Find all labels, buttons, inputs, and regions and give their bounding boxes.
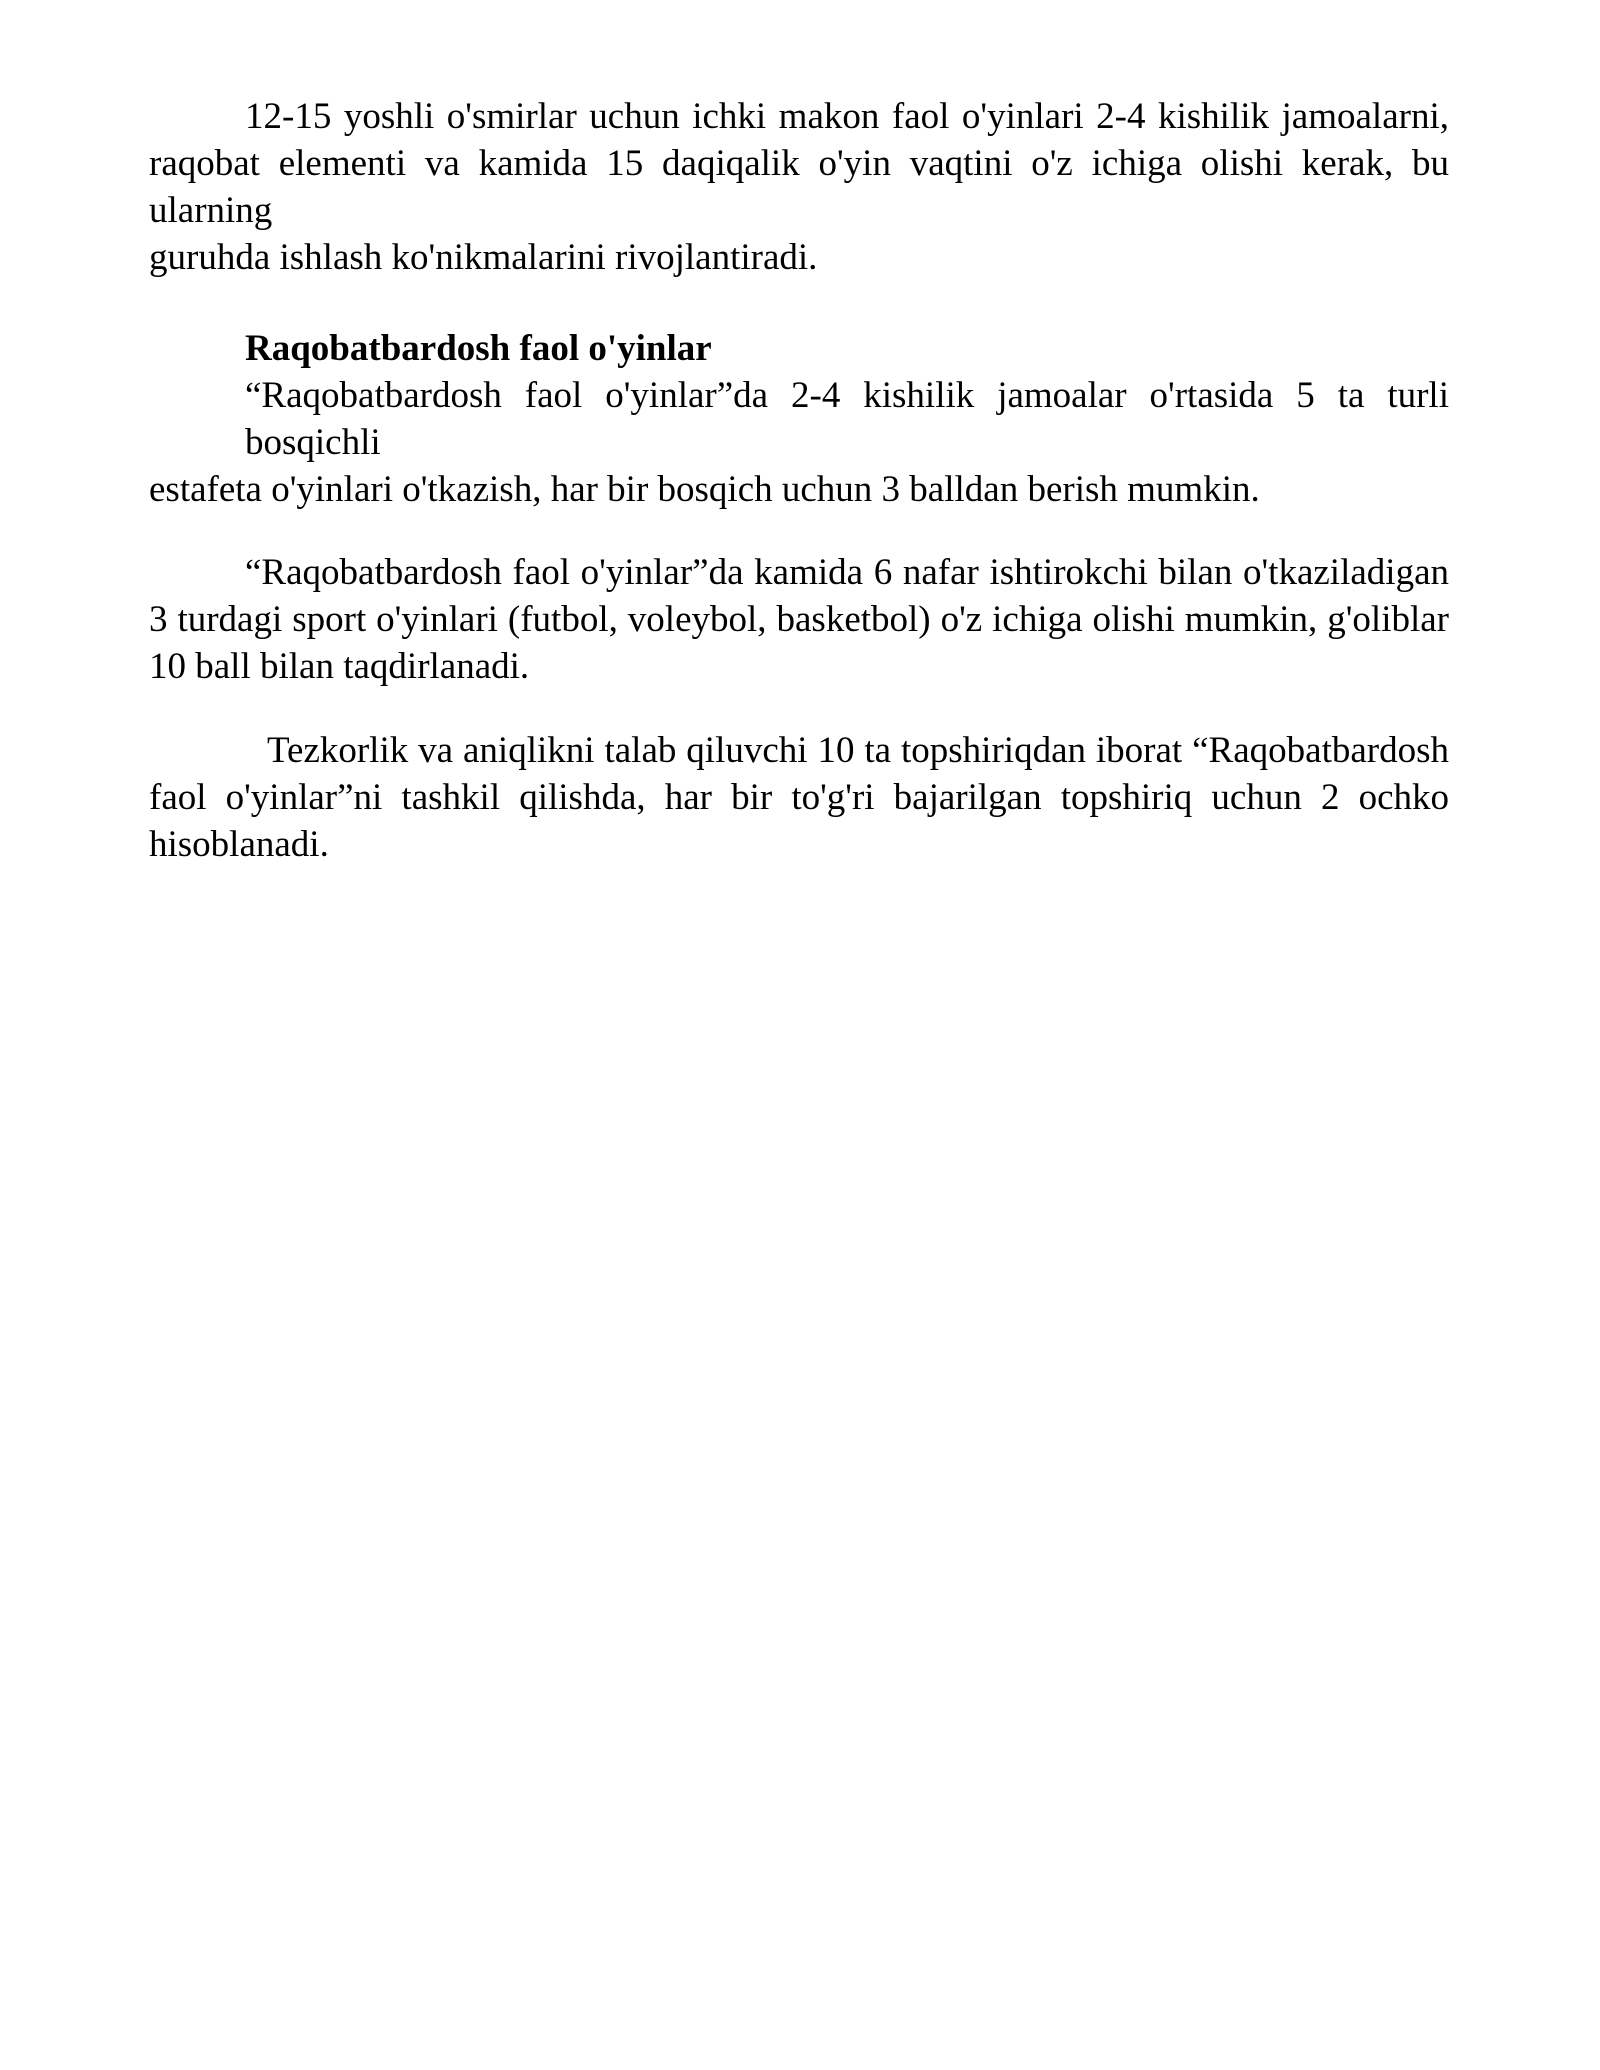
- paragraph-2: [149, 372, 1449, 513]
- paragraph-4-line-2: faol o'yinlar”ni tashkil qilishda, har bir to'g'ri bajarilgan topshiriq uchun 2 ochko: [149, 777, 1449, 818]
- paragraph-1-line-3: guruhda ishlash ko'nikmalarini rivojlantiradi.: [149, 237, 818, 278]
- paragraph-1-line-2: raqobat elementi va kamida 15 daqiqalik o'yin vaqtini o'z ichiga olishi kerak, bu ularning: [149, 143, 1449, 231]
- paragraph-1-line-1: 12-15 yoshli o'smirlar uchun ichki makon faol o'yinlari 2-4 kishilik jamoalarni,: [245, 96, 1449, 137]
- section-heading: Raqobatbardosh faol o'yinlar: [245, 328, 712, 369]
- paragraph-4-line-1: Tezkorlik va aniqlikni talab qiluvchi 10 ta topshiriqdan iborat “Raqobatbardosh: [267, 730, 1449, 771]
- paragraph-2-line-1: “Raqobatbardosh faol o'yinlar”da 2-4 kishilik jamoalar o'rtasida 5 ta turli bosqichli: [245, 375, 1449, 463]
- paragraph-4: [149, 727, 1449, 868]
- paragraph-2-line-2: estafeta o'yinlari o'tkazish, har bir bosqich uchun 3 balldan berish mumkin.: [149, 469, 1260, 510]
- paragraph-3-line-2: 3 turdagi sport o'yinlari (futbol, voleybol, basketbol) o'z ichiga olishi mumkin, g'oliblar: [149, 599, 1449, 640]
- paragraph-4-line-3: hisoblanadi.: [149, 824, 329, 865]
- document-page: [149, 93, 1449, 868]
- paragraph-3-line-1: “Raqobatbardosh faol o'yinlar”da kamida 6 nafar ishtirokchi bilan o'tkaziladigan: [245, 552, 1449, 593]
- paragraph-3-line-3: 10 ball bilan taqdirlanadi.: [149, 646, 530, 687]
- paragraph-1: [149, 93, 1449, 281]
- paragraph-3: [149, 549, 1449, 690]
